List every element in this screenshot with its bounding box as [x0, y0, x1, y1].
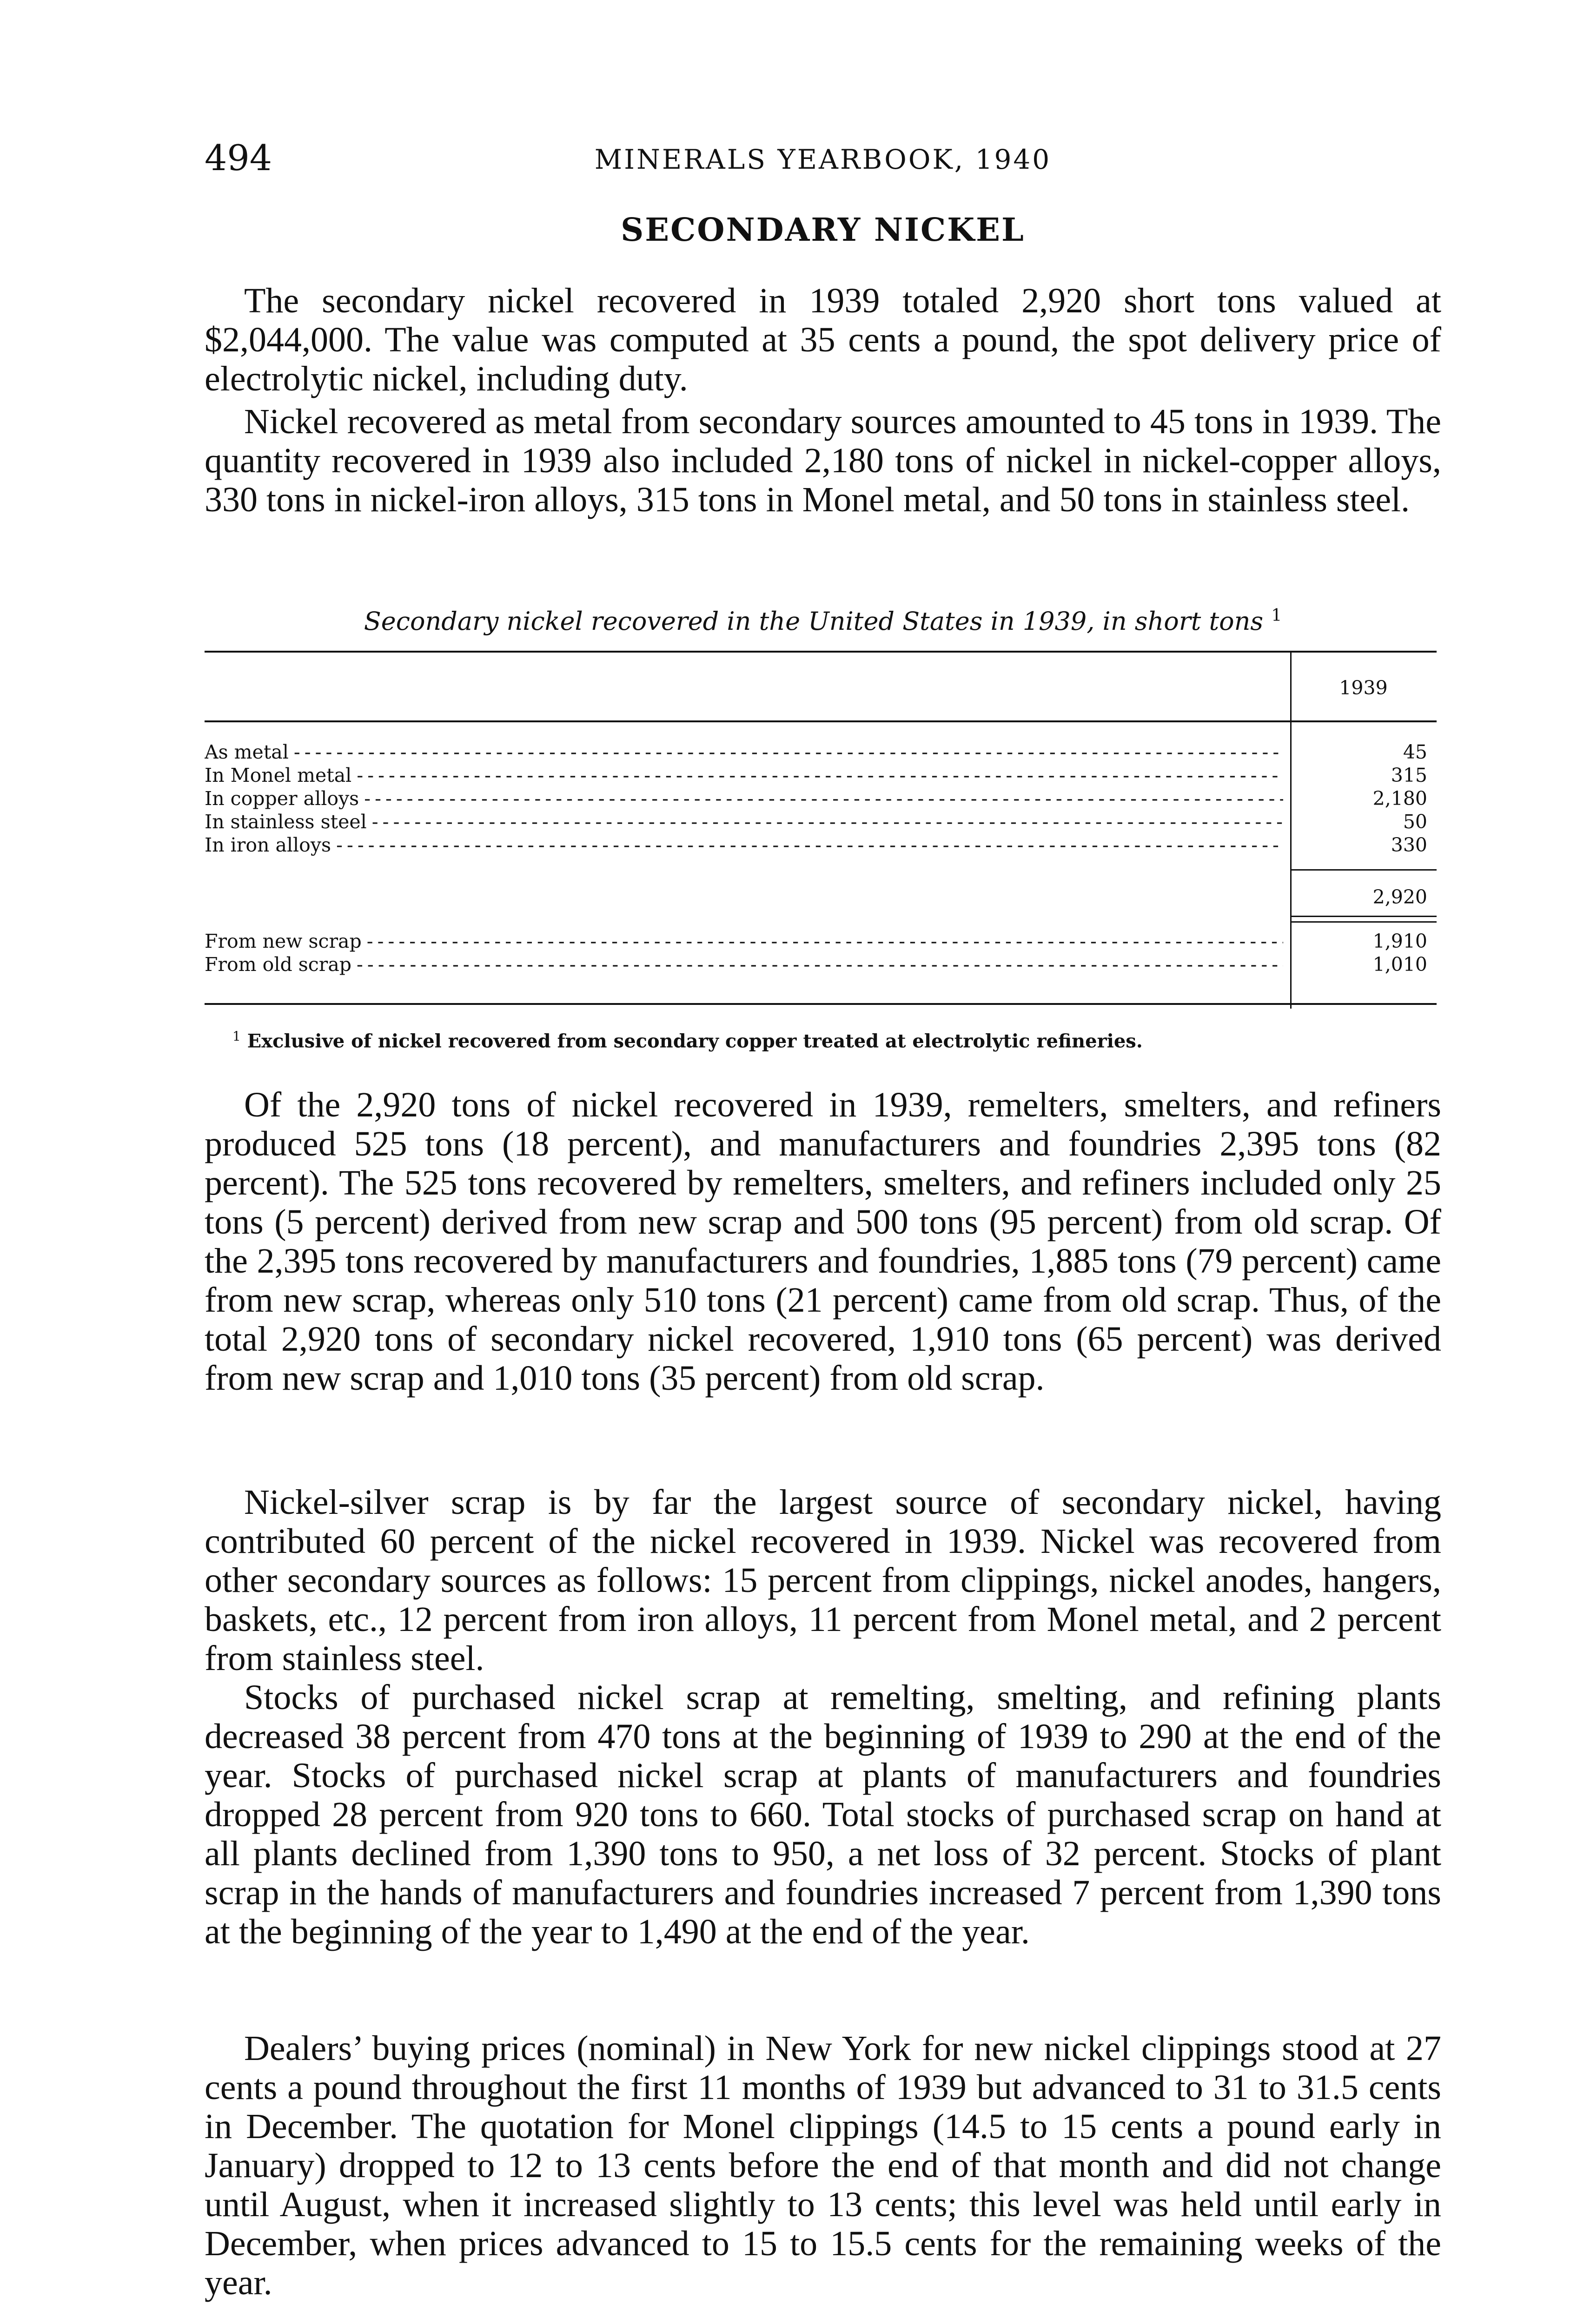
total-double-rule-1 [1290, 916, 1437, 917]
row-label: In Monel metal - - - [205, 764, 1283, 787]
subtotal-rule [1290, 869, 1437, 871]
row-label: In copper alloys - - - [205, 787, 1283, 810]
table-row [205, 810, 1437, 833]
table-caption [205, 597, 1441, 640]
row-value: 1,010 [1372, 953, 1427, 976]
row-value: 50 [1403, 811, 1427, 833]
table-row [205, 787, 1437, 810]
running-head [205, 137, 1441, 179]
section-title: SECONDARY NICKEL [621, 211, 1025, 249]
recovery-table [205, 651, 1437, 1009]
table-bottom-rule [205, 1003, 1437, 1005]
running-title: MINERALS YEARBOOK, 1940 [594, 144, 1052, 175]
table-row [205, 953, 1437, 976]
table-footnote [232, 1023, 1441, 1055]
column-header-1939: 1939 [1339, 677, 1388, 699]
body-paragraph: Dealers’ buying prices (nominal) in New York for new nickel clippings stood at 27 cents a pound throughout the first 11 months of 1939 but advanced to 31 to 31.5 cents in December. The quotation for Monel clippings (14.5 to 15 cents a pound early in January) dropped to 12 to 13 cents before the end of that month and did not change until August, when it increased slightly to 13 cents; this level was held until early in December, when prices advanced to 15 to 15.5 cents for the remaining weeks of the year. [205, 2029, 1441, 2302]
table-row [205, 833, 1437, 857]
body-paragraph: Nickel-silver scrap is by far the largest source of secondary nickel, having contributed 60 percent of the nickel recovered in 1939. Nickel was recovered from other secondary sources as follows: 15 percent from clippings, nickel anodes, hangers, baskets, etc., 12 percent from iron alloys, 11 percent from Monel metal, and 2 percent from stainless steel. [205, 1483, 1441, 1678]
total-double-rule-2 [1290, 921, 1437, 923]
row-label: In stainless steel - - - [205, 810, 1283, 833]
row-value: 1,910 [1372, 930, 1427, 952]
row-label: From new scrap - - - [205, 930, 1283, 953]
table-row [205, 930, 1437, 953]
footnote-mark: 1 [232, 1029, 241, 1044]
table-caption-note-mark: 1 [1271, 606, 1282, 625]
row-value: 2,180 [1372, 787, 1427, 810]
row-value: 45 [1403, 741, 1427, 763]
row-label: As metal - - - [205, 740, 1283, 764]
row-value: 315 [1391, 764, 1427, 786]
page-number: 494 [205, 137, 272, 178]
body-paragraph: Stocks of purchased nickel scrap at remelting, smelting, and refining plants decreased 38 percent from 470 tons at the beginning of 1939 to 290 at the end of the year. Stocks of purchased nickel scrap at plants of manufacturers and foundries dropped 28 percent from 920 tons to 660. Total stocks of purchased scrap on hand at all plants declined from 1,390 tons to 950, a net loss of 32 percent. Stocks of plant scrap in the hands of manufacturers and foundries increased 7 percent from 1,390 tons at the beginning of the year to 1,490 at the end of the year. [205, 1678, 1441, 1951]
intro-paragraph: Nickel recovered as metal from secondary sources amounted to 45 tons in 1939. The quantity recovered in 1939 also included 2,180 tons of nickel in nickel-copper alloys, 330 tons in nickel-iron alloys, 315 tons in Monel metal, and 50 tons in stainless steel. [205, 402, 1441, 519]
footnote-text: Exclusive of nickel recovered from secondary copper treated at electrolytic refineries. [247, 1030, 1143, 1052]
row-label: From old scrap - - - [205, 953, 1283, 976]
body-paragraph: Of the 2,920 tons of nickel recovered in 1939, remelters, smelters, and refiners produced 525 tons (18 percent), and manufacturers and foundries 2,395 tons (82 percent). The 525 tons recovered by remelters, smelters, and refiners included only 25 tons (5 percent) derived from new scrap and 500 tons (95 percent) from old scrap. Of the 2,395 tons recovered by manufacturers and foundries, 1,885 tons (79 percent) came from new scrap, whereas only 510 tons (21 percent) came from old scrap. Thus, of the total 2,920 tons of secondary nickel recovered, 1,910 tons (65 percent) was derived from new scrap and 1,010 tons (35 percent) from old scrap. [205, 1085, 1441, 1398]
table-row [205, 764, 1437, 787]
row-value: 330 [1391, 834, 1427, 856]
total-value: 2,920 [1372, 886, 1427, 908]
table-caption-text: Secondary nickel recovered in the United States in 1939, in short tons [364, 607, 1264, 636]
row-label: In iron alloys - - - [205, 833, 1283, 857]
table-row [205, 740, 1437, 764]
intro-paragraph: The secondary nickel recovered in 1939 totaled 2,920 short tons valued at $2,044,000. The value was computed at 35 cents a pound, the spot delivery price of electrolytic nickel, including duty. [205, 281, 1441, 398]
table-top-rule [205, 651, 1437, 653]
header-rule [205, 720, 1437, 722]
